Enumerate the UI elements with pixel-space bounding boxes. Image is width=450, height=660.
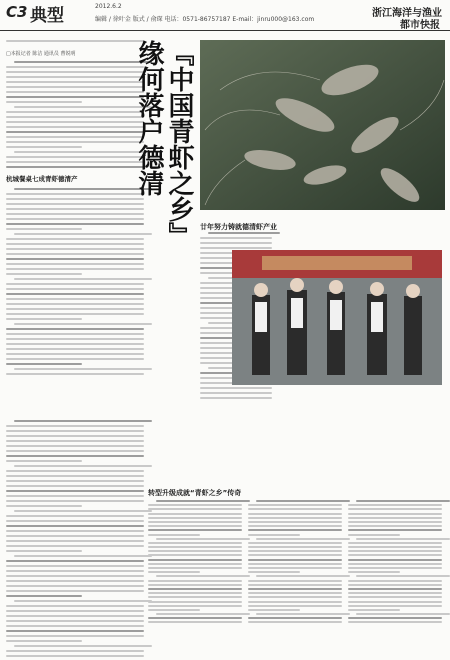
text-line [248, 559, 342, 561]
text-line [6, 363, 82, 365]
headline: 『中国青虾之乡』缘何落户德清 [134, 40, 194, 248]
text-line [6, 615, 144, 617]
text-line [148, 580, 242, 582]
text-line [348, 529, 442, 531]
text-line [348, 588, 442, 590]
text-line [248, 580, 342, 582]
sidebar [6, 40, 144, 378]
body-text [6, 188, 144, 375]
text-line [6, 515, 144, 517]
text-line [148, 534, 200, 536]
text-line [148, 517, 242, 519]
text-line [148, 504, 242, 506]
left-lower-text [6, 420, 144, 660]
text-line [6, 480, 144, 482]
text-line [6, 455, 144, 457]
event-photo [232, 250, 442, 385]
text-line [6, 435, 144, 437]
text-line [6, 500, 144, 502]
text-line [348, 609, 400, 611]
text-line [6, 141, 144, 143]
text-line [348, 580, 442, 582]
issue-date: 2012.6.2 [95, 3, 122, 10]
text-line [348, 513, 442, 515]
text-line [248, 563, 342, 565]
text-line [6, 570, 144, 572]
subhead-top: 廿年努力铸就德清虾产业 [200, 223, 277, 231]
text-line [148, 605, 242, 607]
text-line [248, 567, 342, 569]
text-line [148, 521, 242, 523]
text-line [356, 613, 450, 615]
text-line [6, 318, 82, 320]
text-line [148, 525, 242, 527]
text-line [248, 596, 342, 598]
text-line [248, 525, 342, 527]
text-line [248, 521, 342, 523]
text-line [348, 601, 442, 603]
text-line [6, 161, 144, 163]
text-line [6, 605, 144, 607]
text-line [14, 233, 152, 235]
text-line [148, 621, 242, 623]
text-line [6, 565, 144, 567]
text-line [256, 538, 350, 540]
text-line [248, 517, 342, 519]
text-line [6, 213, 144, 215]
text-line [148, 617, 242, 619]
text-line [6, 620, 144, 622]
text-line [248, 550, 342, 552]
text-line [14, 420, 152, 422]
text-column [148, 500, 243, 626]
text-line [14, 106, 152, 108]
text-line [6, 495, 144, 497]
byline: □本报记者 陈洁 通讯员 曹锐明 [6, 51, 76, 57]
text-line [6, 238, 144, 240]
text-line [348, 525, 442, 527]
text-line [248, 554, 342, 556]
subhead-bottom: 转型升级成就“青虾之乡”传奇 [148, 489, 242, 497]
text-line [256, 575, 350, 577]
text-line [6, 630, 144, 632]
text-line [6, 111, 144, 113]
text-line [6, 585, 144, 587]
text-line [6, 263, 144, 265]
text-line [6, 610, 144, 612]
text-line [348, 517, 442, 519]
text-line [6, 218, 144, 220]
text-line [6, 550, 82, 552]
text-line [148, 554, 242, 556]
shrimp-photo [200, 40, 445, 210]
text-line [348, 504, 442, 506]
text-line [14, 61, 152, 63]
text-line [14, 188, 152, 190]
text-line [6, 288, 144, 290]
text-line [6, 505, 82, 507]
text-line [6, 203, 144, 205]
subhead-1: 杭城餐桌七成青虾德清产 [6, 175, 78, 183]
text-line [6, 66, 144, 68]
text-line [348, 550, 442, 552]
text-line [148, 508, 242, 510]
text-line [348, 584, 442, 586]
text-line [200, 247, 272, 249]
text-line [148, 601, 242, 603]
text-line [348, 592, 442, 594]
text-line [6, 650, 144, 652]
text-line [148, 546, 242, 548]
text-line [248, 605, 342, 607]
text-line [6, 373, 144, 375]
text-line [156, 613, 250, 615]
text-column [248, 500, 343, 626]
text-line [6, 470, 144, 472]
text-line [200, 237, 272, 239]
text-line [348, 605, 442, 607]
text-line [348, 567, 442, 569]
text-line [6, 560, 144, 562]
text-line [6, 440, 144, 442]
text-line [348, 542, 442, 544]
text-line [6, 358, 144, 360]
text-line [6, 635, 144, 637]
text-line [6, 343, 144, 345]
text-line [148, 571, 200, 573]
text-line [6, 595, 82, 597]
text-line [6, 101, 82, 103]
text-line [6, 121, 144, 123]
text-line [6, 580, 144, 582]
text-line [248, 508, 342, 510]
text-line [14, 510, 152, 512]
text-line [156, 575, 250, 577]
text-line [6, 540, 144, 542]
text-line [248, 609, 300, 611]
text-line [6, 116, 144, 118]
text-line [148, 513, 242, 515]
text-line [148, 588, 242, 590]
text-line [6, 450, 144, 452]
text-line [200, 392, 272, 394]
text-line [208, 232, 280, 234]
text-column [348, 500, 443, 626]
text-line [6, 293, 144, 295]
section-title: 典型 [30, 6, 64, 26]
text-line [14, 645, 152, 647]
text-line [6, 96, 144, 98]
text-line [148, 596, 242, 598]
text-line [348, 554, 442, 556]
text-line [6, 228, 82, 230]
text-line [6, 268, 144, 270]
lead-paragraphs [6, 61, 144, 168]
text-line [6, 328, 144, 330]
text-line [356, 500, 450, 502]
text-line [14, 278, 152, 280]
text-line [248, 571, 300, 573]
text-line [248, 621, 342, 623]
text-line [248, 534, 300, 536]
text-line [248, 513, 342, 515]
text-line [6, 71, 144, 73]
text-line [6, 535, 144, 537]
text-line [6, 156, 144, 158]
text-line [6, 530, 144, 532]
text-line [248, 584, 342, 586]
text-line [6, 445, 144, 447]
text-line [6, 525, 144, 527]
text-line [156, 500, 250, 502]
text-line [256, 500, 350, 502]
text-line [148, 559, 242, 561]
text-line [6, 333, 144, 335]
text-line [148, 584, 242, 586]
text-line [156, 538, 250, 540]
text-line [6, 253, 144, 255]
text-line [356, 575, 450, 577]
text-line [6, 338, 144, 340]
text-line [6, 353, 144, 355]
text-line [148, 592, 242, 594]
editor-info: 编辑 / 徐叶金 版式 / 俞琛 电话：0571-86757187 E-mail：jinru000@163.com [95, 16, 315, 23]
text-line [6, 575, 144, 577]
text-line [14, 323, 152, 325]
text-line [348, 534, 400, 536]
text-line [6, 283, 144, 285]
text-line [6, 258, 144, 260]
ceremony-illustration [232, 250, 442, 385]
text-line [6, 76, 144, 78]
text-line [6, 243, 144, 245]
text-line [248, 546, 342, 548]
text-line [200, 397, 272, 399]
text-line [6, 131, 144, 133]
text-line [6, 490, 144, 492]
text-line [348, 546, 442, 548]
text-line [348, 563, 442, 565]
column-title: 浙江海洋与渔业 [372, 8, 442, 19]
text-line [348, 596, 442, 598]
text-line [248, 592, 342, 594]
text-line [6, 460, 82, 462]
text-line [6, 208, 144, 210]
text-line [6, 308, 144, 310]
text-line [6, 425, 144, 427]
text-line [6, 86, 144, 88]
text-line [6, 485, 144, 487]
text-line [248, 542, 342, 544]
text-line [348, 617, 442, 619]
text-line [248, 588, 342, 590]
text-line [200, 242, 272, 244]
text-line [148, 542, 242, 544]
text-line [14, 555, 152, 557]
text-line [6, 303, 144, 305]
text-line [348, 521, 442, 523]
text-line [14, 600, 152, 602]
text-line [6, 198, 144, 200]
text-line [6, 313, 144, 315]
text-line [6, 81, 144, 83]
text-line [6, 655, 144, 657]
text-line [148, 563, 242, 565]
text-line [200, 387, 272, 389]
text-line [6, 273, 82, 275]
text-line [148, 550, 242, 552]
masthead-logo: 都市快报 [400, 20, 440, 31]
text-line [6, 248, 144, 250]
text-line [356, 538, 450, 540]
page-number: C3 [6, 3, 28, 21]
text-line [348, 571, 400, 573]
text-line [256, 613, 350, 615]
text-line [14, 368, 152, 370]
text-line [6, 146, 82, 148]
text-line [6, 430, 144, 432]
text-line [6, 348, 144, 350]
text-line [6, 166, 144, 168]
rule [6, 40, 144, 42]
text-line [6, 298, 144, 300]
text-line [6, 625, 144, 627]
text-line [6, 475, 144, 477]
text-line [6, 640, 82, 642]
text-line [148, 567, 242, 569]
text-line [148, 609, 200, 611]
text-line [6, 126, 144, 128]
text-line [6, 520, 144, 522]
text-line [248, 617, 342, 619]
text-line [14, 465, 152, 467]
text-line [6, 223, 144, 225]
text-line [148, 529, 242, 531]
text-line [248, 529, 342, 531]
text-line [248, 601, 342, 603]
text-line [348, 621, 442, 623]
shrimp-illustration [200, 40, 445, 210]
text-line [6, 193, 144, 195]
text-line [14, 151, 152, 153]
text-line [348, 559, 442, 561]
text-line [6, 136, 144, 138]
text-line [6, 91, 144, 93]
text-line [6, 590, 144, 592]
text-line [6, 545, 144, 547]
text-line [348, 508, 442, 510]
text-line [248, 504, 342, 506]
